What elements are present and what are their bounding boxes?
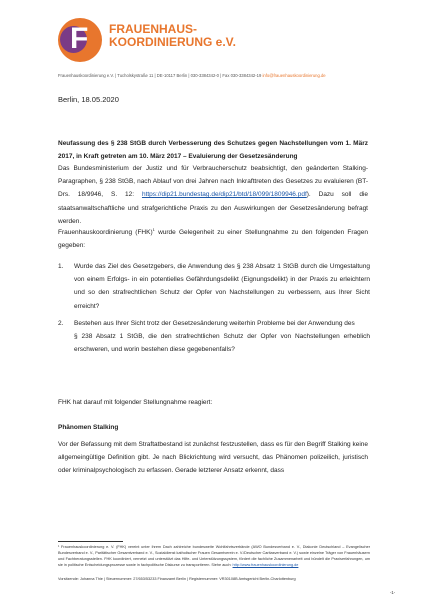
- letterhead: [58, 73, 398, 78]
- question-number: 2.: [58, 319, 64, 327]
- intro-text-1: Das Bundesministerium der Justiz und für Verbraucherschutz beabsichtigt, den geänderten Stalking-Paragraphen, § 238 StGB, nach Ablauf von drei Jahren nach Inkrafttreten des Gesetzes zu evaluieren (BT-Drs. 18/9946, S. 12:: [58, 165, 368, 199]
- questions-lead-org: Frauenhauskoordinierung (FHK): [58, 229, 153, 236]
- bundestag-link[interactable]: https://dip21.bundestag.de/dip21/btd/18/099/1809946.pdf: [141, 191, 307, 199]
- questions-lead: [58, 226, 368, 252]
- questions-lead-text: wurde Gelegenheit zu einer Stellungnahme zu den folgenden Fragen gegeben:: [58, 229, 368, 250]
- footnote: [58, 544, 370, 568]
- page-number: -1-: [390, 590, 396, 595]
- section-paragraph: Vor der Befassung mit dem Straftatbestand ist zunächst festzustellen, dass es für den Begriff Stalking keine allgemeingültige Definition gibt. Je nach Blickrichtung wird versucht, das Phänomen polizeilich, juristisch oder kriminalpsychologisch zu erfassen. Gerade letzterer Ansatz erkennt, dass: [58, 441, 368, 475]
- response-intro: FHK hat darauf mit folgender Stellungnahme reagiert:: [58, 399, 213, 406]
- letterhead-org: Frauenhauskoordinierung e.V.: [58, 73, 114, 78]
- intro-text-2: ). Dazu soll die staatsanwaltschaftliche und strafgerichtliche Praxis zu den Auswirkungen der Gesetzesänderung befragt werden.: [58, 191, 368, 225]
- logo: [58, 18, 102, 62]
- letterhead-email[interactable]: info@frauenhauskoordinierung.de: [262, 73, 326, 78]
- footnote-link[interactable]: http://www.frauenhauskoordinierung.de: [232, 563, 299, 568]
- brand-line-1: FRAUENHAUS-: [109, 22, 197, 36]
- question-text-continued: § 238 Absatz 1 StGB, die den strafrechtlichen Schutz der Opfer von Nachstellungen erheblich erschweren, und worin bestehen diese gegebenenfalls?: [74, 333, 370, 354]
- brand-line-2: KOORDINIERUNG e.V.: [109, 35, 236, 49]
- logo-letter: F: [70, 22, 89, 55]
- footnote-marker[interactable]: 1: [152, 226, 155, 232]
- section-heading: Phänomen Stalking: [58, 424, 119, 431]
- list-item: [58, 260, 370, 313]
- question-text: Bestehen aus Ihrer Sicht trotz der Gesetzesänderung weiterhin Probleme bei der Anwendung des: [74, 319, 355, 327]
- footnote-text: ¹ Frauenhauskoordinierung e. V. (FHK) vereint unter ihrem Dach zahlreiche bundesweite Wohlfahrtsverbände (AWO Bundesverband e. V., Diakonie Deutschland – Evangelischer Bundesverband e. V., Paritätischer Gesamtverband e. V., Sozialdienst katholischer Frauen Gesamtverein e. V./Deutscher Caritasverband e. V.) sowie einzelne Träger von Frauenhäusern und Fachberatungsstellen. FHK koordiniert, vernetzt und unterstützt das Hilfe- und Unterstützungssystem, fördert die fachliche Zusammenarbeit und bündelt die Praxiserfahrungen, um sie in politische Entscheidungsprozesse sowie in fachpolitische Diskurse zu transportieren. Siehe auch:: [58, 545, 371, 568]
- intro-paragraph: [58, 162, 368, 228]
- list-item: [58, 317, 370, 330]
- question-number: 1.: [58, 263, 64, 270]
- document-title: Neufassung des § 238 StGB durch Verbesserung des Schutzes gegen Nachstellungen vom 1. März 2017, in Kraft getreten am 10. März 2017 – Evaluierung der Gesetzesänderung: [58, 140, 368, 161]
- letterhead-address: | Tucholskystraße 11 | DE-10117 Berlin | 030-3384342-0 | Fax 030-3384342-19: [113, 73, 263, 78]
- document-date: Berlin, 18.05.2020: [58, 95, 119, 104]
- question-text: Wurde das Ziel des Gesetzgebers, die Anwendung des § 238 Absatz 1 StGB durch die Umgestaltung von einem Erfolgs- in ein potentielles Gefährdungsdelikt (Eignungsdelikt) in der Praxis zu erleichtern und so den strafrechtlichen Schutz der Opfer von Nachstellungen zu verbessern, aus Ihrer Sicht erreicht?: [74, 263, 370, 310]
- page-footer: Vorsitzende: Johanna Thie | Steuernummer: 27/653/53233 Finanzamt Berlin | Registernummer: VR30108B Amtsgericht Berlin-Charlottenburg: [58, 577, 296, 581]
- list-item: [58, 330, 370, 356]
- questions-list: [58, 260, 370, 356]
- footnote-divider: [58, 541, 123, 542]
- brand-name: [109, 23, 236, 49]
